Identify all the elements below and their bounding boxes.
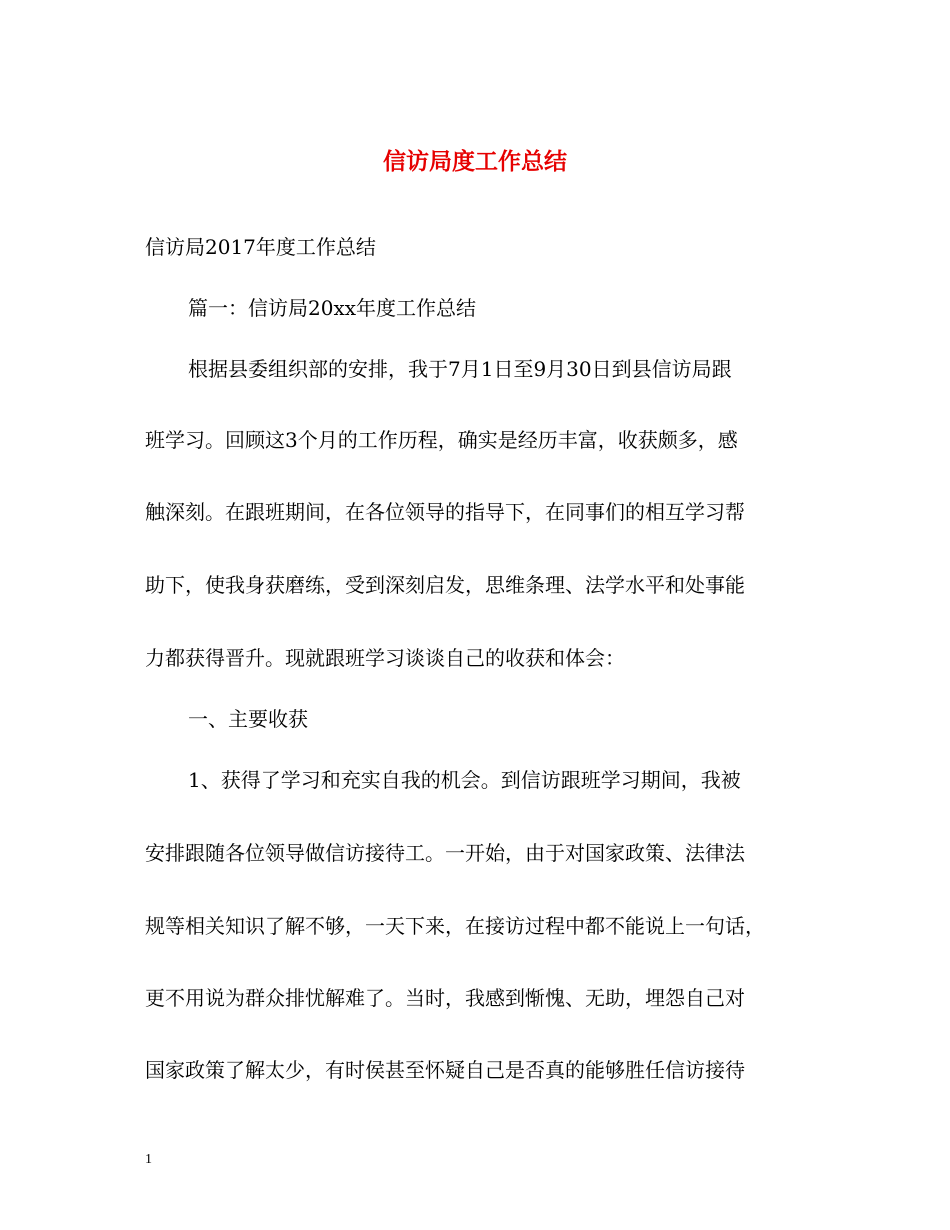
paragraph-line: 力都获得晋升。现就跟班学习谈谈自己的收获和体会： — [145, 646, 625, 670]
paragraph-line: 助下，使我身获磨练，受到深刻启发，思维条理、法学水平和处事能 — [145, 573, 745, 597]
subtitle-line: 信访局2017年度工作总结 — [145, 235, 376, 259]
document-title: 信访局度工作总结 — [383, 148, 567, 175]
section-heading-line: 篇一：信访局20xx年度工作总结 — [188, 296, 477, 320]
paragraph-line: 国家政策了解太少，有时侯甚至怀疑自己是否真的能够胜任信访接待 — [145, 1058, 745, 1082]
paragraph-line: 更不用说为群众排忧解难了。当时，我感到惭愧、无助，埋怨自己对 — [145, 986, 745, 1010]
paragraph-line: 规等相关知识了解不够，一天下来，在接访过程中都不能说上一句话， — [145, 914, 765, 938]
section-heading-line: 一、主要收获 — [188, 707, 308, 731]
paragraph-line: 1、获得了学习和充实自我的机会。到信访跟班学习期间，我被 — [188, 768, 741, 792]
paragraph-line: 根据县委组织部的安排，我于7月1日至9月30日到县信访局跟 — [188, 357, 732, 381]
paragraph-line: 触深刻。在跟班期间，在各位领导的指导下，在同事们的相互学习帮 — [145, 500, 745, 524]
page-number: 1 — [145, 1152, 152, 1167]
paragraph-line: 安排跟随各位领导做信访接待工。一开始，由于对国家政策、法律法 — [145, 841, 745, 865]
paragraph-line: 班学习。回顾这3个月的工作历程，确实是经历丰富，收获颇多，感 — [145, 428, 738, 452]
